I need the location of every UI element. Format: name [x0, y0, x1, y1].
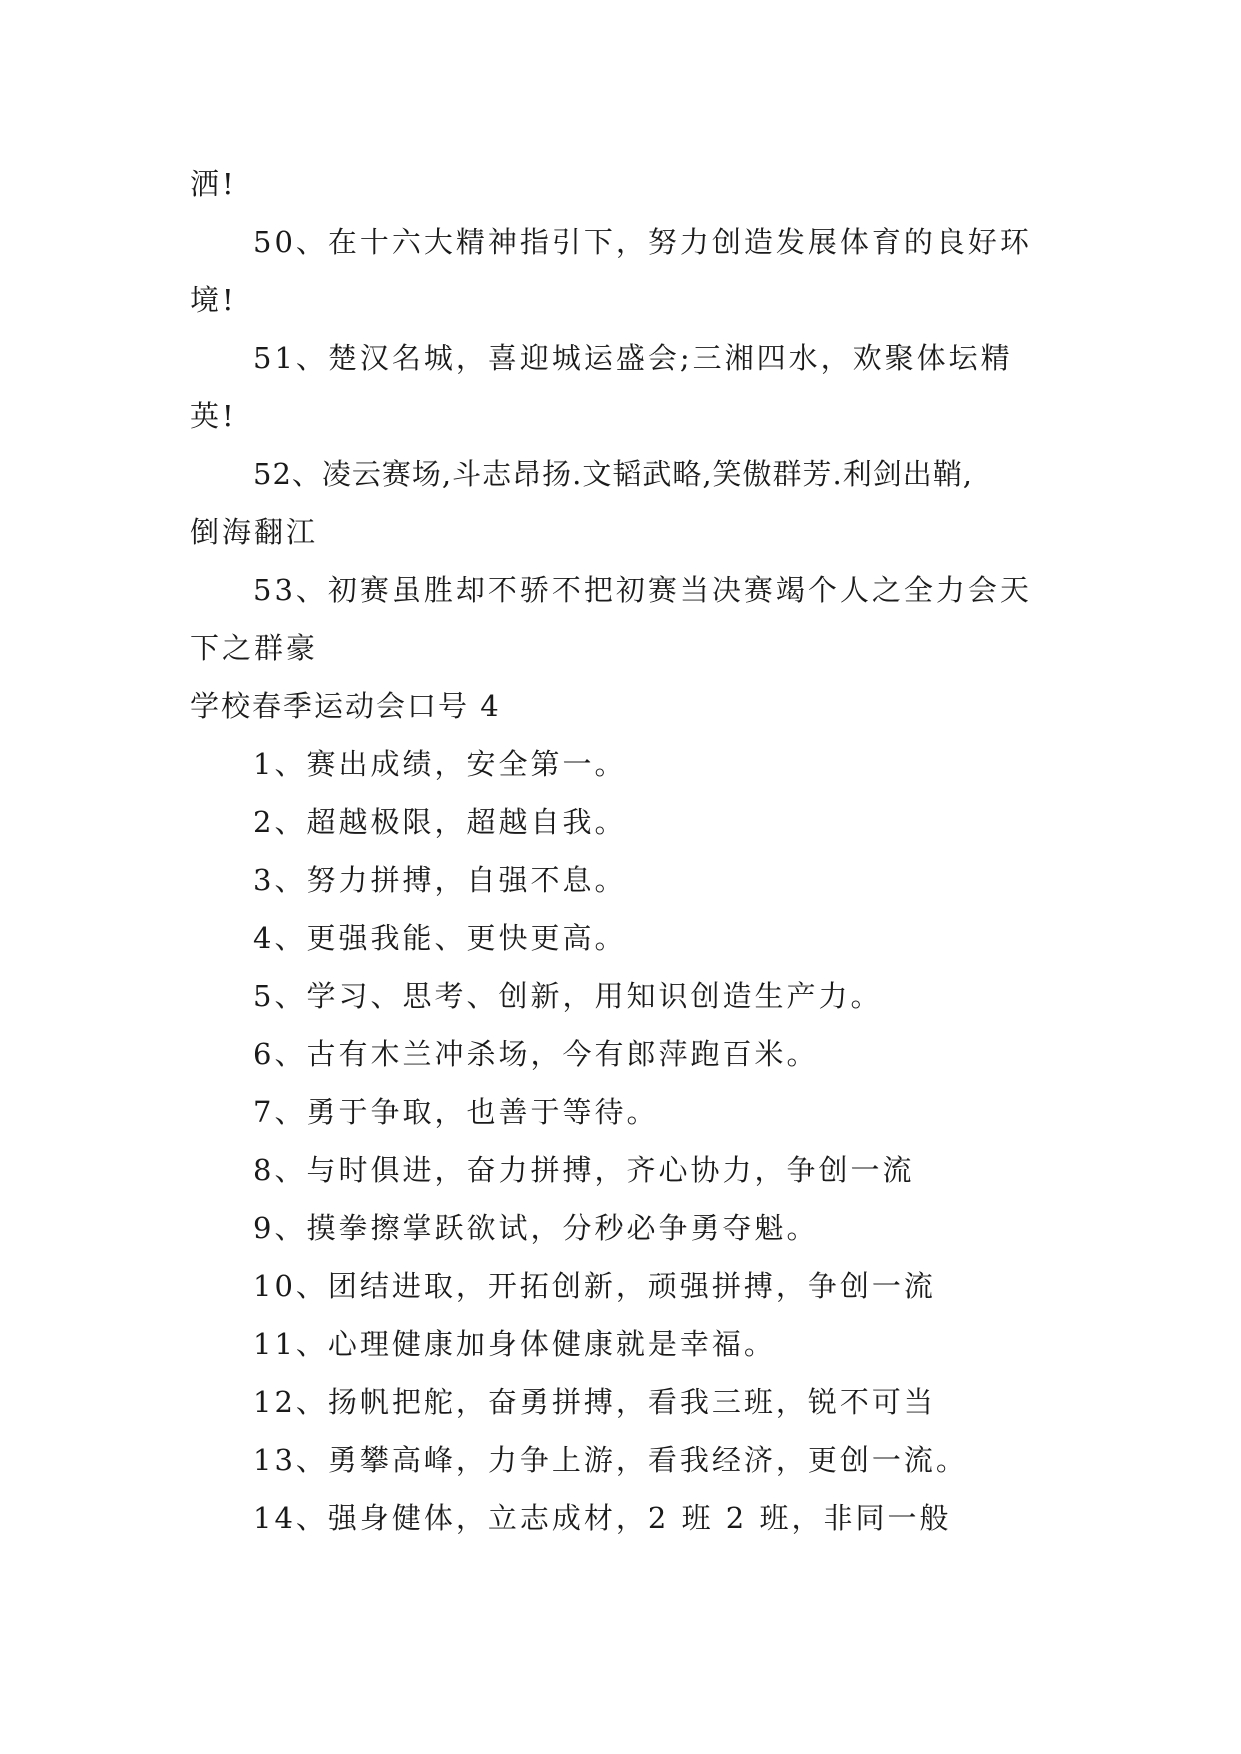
list-item: 13、勇攀高峰，力争上游，看我经济，更创一流。: [253, 1443, 968, 1477]
slogan-52-line2: 倒海翻江: [190, 515, 319, 549]
list-item: 3、努力拼搏，自强不息。: [253, 863, 627, 897]
section-title: 学校春季运动会口号 4: [190, 689, 501, 723]
list-item: 8、与时俱进，奋力拼搏，齐心协力，争创一流: [253, 1153, 915, 1187]
list-item: 9、摸拳擦掌跃欲试，分秒必争勇夺魁。: [253, 1211, 819, 1245]
slogan-50-line2: 境!: [190, 283, 237, 317]
list-item: 12、扬帆把舵，奋勇拼搏，看我三班，锐不可当: [253, 1385, 936, 1419]
slogan-51-line2: 英!: [190, 399, 237, 433]
list-item: 10、团结进取，开拓创新，顽强拼搏，争创一流: [253, 1269, 936, 1303]
list-item: 4、更强我能、更快更高。: [253, 921, 627, 955]
slogan-51-line1: 51、楚汉名城，喜迎城运盛会;三湘四水，欢聚体坛精: [253, 341, 1013, 375]
slogan-52-line1: 52、凌云赛场,斗志昂扬.文韬武略,笑傲群芳.利剑出鞘,: [253, 457, 973, 491]
list-item: 1、赛出成绩，安全第一。: [253, 747, 627, 781]
list-item: 5、学习、思考、创新，用知识创造生产力。: [253, 979, 883, 1013]
list-item: 7、勇于争取，也善于等待。: [253, 1095, 659, 1129]
slogan-53-line2: 下之群豪: [190, 631, 319, 665]
slogan-53-line1: 53、初赛虽胜却不骄不把初赛当决赛竭个人之全力会天: [253, 573, 1032, 607]
list-item: 11、心理健康加身体健康就是幸福。: [253, 1327, 776, 1361]
list-item: 14、强身健体，立志成材，2 班 2 班，非同一般: [253, 1501, 952, 1535]
slogan-50-line1: 50、在十六大精神指引下，努力创造发展体育的良好环: [253, 225, 1032, 259]
list-item: 6、古有木兰冲杀场，今有郎萍跑百米。: [253, 1037, 819, 1071]
list-item: 2、超越极限，超越自我。: [253, 805, 627, 839]
continuation-text: 洒!: [190, 167, 237, 201]
